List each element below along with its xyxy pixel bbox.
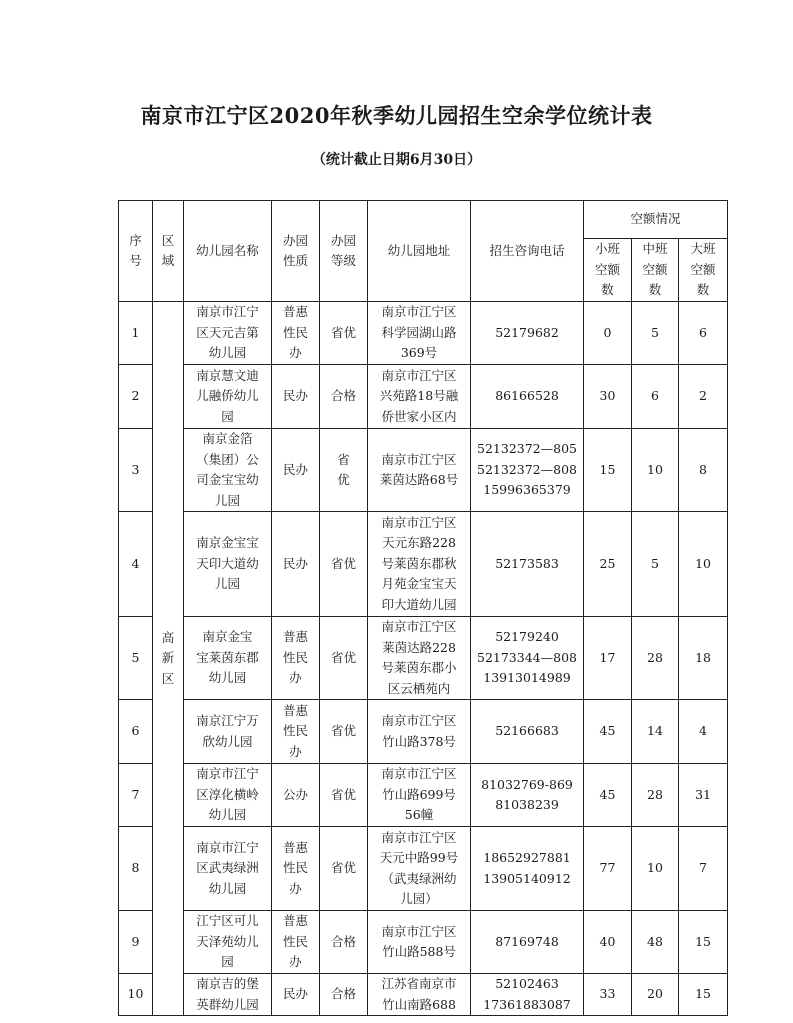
cell-address: 江苏省南京市 竹山南路688	[368, 974, 471, 1016]
cell-small-vacancy: 45	[584, 764, 632, 827]
table-row	[119, 429, 728, 512]
header-vacancy-group: 空额情况	[584, 201, 728, 239]
cell-address: 南京市江宁区 莱茵达路68号	[368, 429, 471, 512]
header-middle: 中班 空额 数	[632, 239, 679, 302]
cell-middle-vacancy: 5	[632, 512, 679, 617]
header-name: 幼儿园名称	[184, 201, 272, 302]
cell-seq: 8	[119, 827, 153, 911]
cell-name: 江宁区可儿 天泽苑幼儿 园	[184, 911, 272, 974]
cell-address: 南京市江宁区 竹山路378号	[368, 700, 471, 764]
cell-seq: 3	[119, 429, 153, 512]
cell-large-vacancy: 15	[679, 911, 728, 974]
cell-phone: 52132372—805 52132372—808 15996365379	[471, 429, 584, 512]
cell-phone: 52179240 52173344—808 13913014989	[471, 617, 584, 700]
cell-name: 南京金宝宝 天印大道幼 儿园	[184, 512, 272, 617]
cell-phone: 52166683	[471, 700, 584, 764]
cell-large-vacancy: 2	[679, 365, 728, 429]
cell-seq: 4	[119, 512, 153, 617]
cell-middle-vacancy: 20	[632, 974, 679, 1016]
cell-grade: 合格	[320, 365, 368, 429]
cell-name: 南京江宁万 欣幼儿园	[184, 700, 272, 764]
cell-large-vacancy: 10	[679, 512, 728, 617]
cell-name: 南京市江宁 区武夷绿洲 幼儿园	[184, 827, 272, 911]
cell-large-vacancy: 4	[679, 700, 728, 764]
cell-nature: 公办	[272, 764, 320, 827]
cell-grade: 省优	[320, 827, 368, 911]
header-seq: 序 号	[119, 201, 153, 302]
cell-middle-vacancy: 28	[632, 617, 679, 700]
cell-name: 南京慧文迪 儿融侨幼儿 园	[184, 365, 272, 429]
cell-large-vacancy: 8	[679, 429, 728, 512]
cell-nature: 普惠 性民 办	[272, 617, 320, 700]
cell-seq: 10	[119, 974, 153, 1016]
cell-name: 南京市江宁 区淳化横岭 幼儿园	[184, 764, 272, 827]
cell-grade: 合格	[320, 974, 368, 1016]
cell-seq: 9	[119, 911, 153, 974]
cell-phone: 52179682	[471, 302, 584, 365]
cell-nature: 民办	[272, 512, 320, 617]
table-body	[119, 302, 728, 1016]
cell-phone: 81032769-869 81038239	[471, 764, 584, 827]
cell-name: 南京吉的堡 英群幼儿园	[184, 974, 272, 1016]
cell-grade: 省 优	[320, 429, 368, 512]
cell-grade: 合格	[320, 911, 368, 974]
cell-address: 南京市江宁区 兴苑路18号融 侨世家小区内	[368, 365, 471, 429]
cell-address: 南京市江宁区 竹山路588号	[368, 911, 471, 974]
cell-address: 南京市江宁区 天元中路99号 （武夷绿洲幼 儿园）	[368, 827, 471, 911]
cell-middle-vacancy: 14	[632, 700, 679, 764]
cell-nature: 普惠 性民 办	[272, 827, 320, 911]
cell-large-vacancy: 7	[679, 827, 728, 911]
cell-large-vacancy: 31	[679, 764, 728, 827]
cell-small-vacancy: 0	[584, 302, 632, 365]
cell-grade: 省优	[320, 617, 368, 700]
cell-seq: 2	[119, 365, 153, 429]
table-row	[119, 512, 728, 617]
cell-nature: 普惠 性民 办	[272, 700, 320, 764]
cell-small-vacancy: 40	[584, 911, 632, 974]
cell-middle-vacancy: 10	[632, 429, 679, 512]
header-large: 大班 空额 数	[679, 239, 728, 302]
cell-region: 高 新 区	[153, 302, 184, 1016]
cell-name: 南京金箔 （集团）公 司金宝宝幼 儿园	[184, 429, 272, 512]
cell-grade: 省优	[320, 302, 368, 365]
cell-phone: 52102463 17361883087	[471, 974, 584, 1016]
cell-address: 南京市江宁区 科学园湖山路 369号	[368, 302, 471, 365]
header-phone: 招生咨询电话	[471, 201, 584, 302]
cell-phone: 52173583	[471, 512, 584, 617]
cell-seq: 6	[119, 700, 153, 764]
document-title: 南京市江宁区2020年秋季幼儿园招生空余学位统计表	[140, 103, 653, 128]
cell-grade: 省优	[320, 700, 368, 764]
cell-grade: 省优	[320, 512, 368, 617]
cell-small-vacancy: 33	[584, 974, 632, 1016]
table-row	[119, 700, 728, 764]
cell-phone: 86166528	[471, 365, 584, 429]
cell-small-vacancy: 17	[584, 617, 632, 700]
cell-small-vacancy: 15	[584, 429, 632, 512]
vacancy-table	[118, 200, 728, 1016]
cell-small-vacancy: 25	[584, 512, 632, 617]
cell-phone: 18652927881 13905140912	[471, 827, 584, 911]
table-row	[119, 302, 728, 365]
cell-middle-vacancy: 48	[632, 911, 679, 974]
cell-seq: 1	[119, 302, 153, 365]
cell-seq: 5	[119, 617, 153, 700]
table-row	[119, 617, 728, 700]
table-row	[119, 911, 728, 974]
document-subtitle: （统计截止日期6月30日）	[311, 152, 482, 168]
cell-nature: 民办	[272, 974, 320, 1016]
cell-nature: 民办	[272, 365, 320, 429]
cell-middle-vacancy: 5	[632, 302, 679, 365]
cell-nature: 民办	[272, 429, 320, 512]
header-grade: 办园 等级	[320, 201, 368, 302]
cell-large-vacancy: 6	[679, 302, 728, 365]
cell-seq: 7	[119, 764, 153, 827]
cell-grade: 省优	[320, 764, 368, 827]
cell-nature: 普惠 性民 办	[272, 302, 320, 365]
header-address: 幼儿园地址	[368, 201, 471, 302]
cell-middle-vacancy: 10	[632, 827, 679, 911]
cell-middle-vacancy: 28	[632, 764, 679, 827]
header-region: 区 域	[153, 201, 184, 302]
cell-small-vacancy: 30	[584, 365, 632, 429]
header-small: 小班 空额 数	[584, 239, 632, 302]
cell-name: 南京市江宁 区天元吉第 幼儿园	[184, 302, 272, 365]
cell-phone: 87169748	[471, 911, 584, 974]
table-row	[119, 764, 728, 827]
cell-nature: 普惠 性民 办	[272, 911, 320, 974]
table-row	[119, 974, 728, 1016]
cell-middle-vacancy: 6	[632, 365, 679, 429]
cell-large-vacancy: 18	[679, 617, 728, 700]
cell-address: 南京市江宁区 莱茵达路228 号莱茵东郡小 区云栖苑内	[368, 617, 471, 700]
table-row	[119, 365, 728, 429]
cell-small-vacancy: 45	[584, 700, 632, 764]
cell-large-vacancy: 15	[679, 974, 728, 1016]
cell-small-vacancy: 77	[584, 827, 632, 911]
cell-name: 南京金宝 宝莱茵东郡 幼儿园	[184, 617, 272, 700]
cell-address: 南京市江宁区 竹山路699号 56幢	[368, 764, 471, 827]
table-row	[119, 827, 728, 911]
cell-address: 南京市江宁区 天元东路228 号莱茵东郡秋 月苑金宝宝天 印大道幼儿园	[368, 512, 471, 617]
header-nature: 办园 性质	[272, 201, 320, 302]
